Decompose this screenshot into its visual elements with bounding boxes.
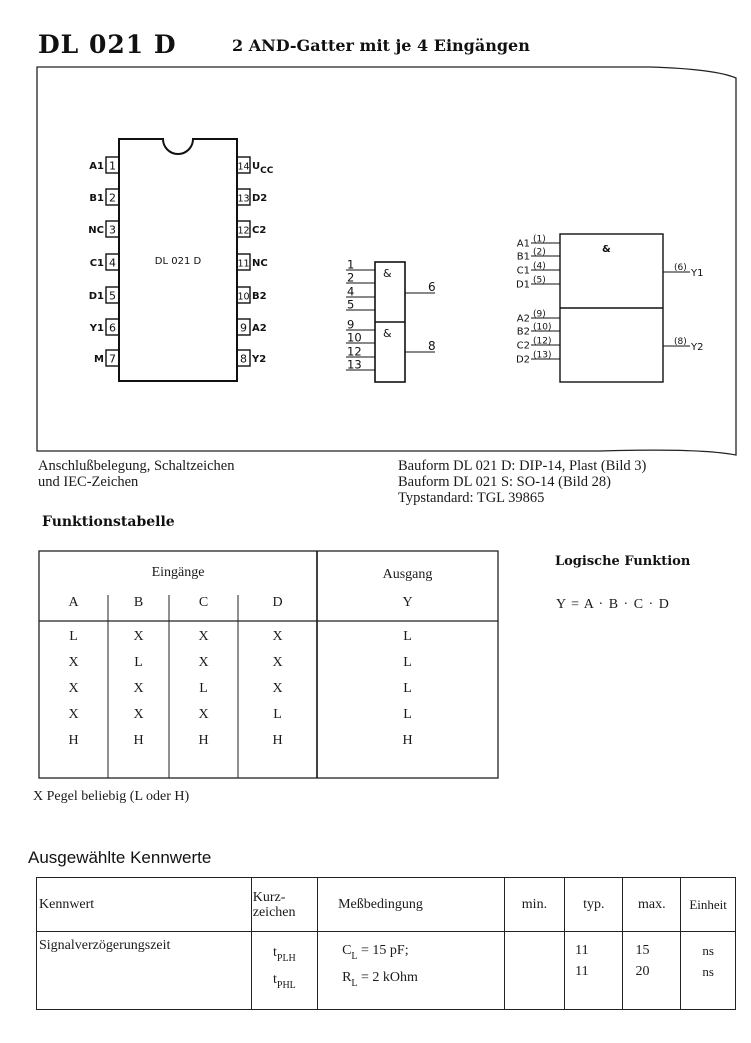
hdr-einheit: Einheit <box>681 878 736 932</box>
svg-text:10: 10 <box>237 291 250 303</box>
table-cell: X <box>272 655 283 670</box>
svg-text:(4): (4) <box>533 261 546 272</box>
condition-rl: $R_L = 2$ kOhm <box>342 970 418 989</box>
iec-y1-name: Y1 <box>691 268 704 279</box>
hdr-typ: typ. <box>565 878 623 932</box>
figure-diagrams <box>0 0 751 470</box>
dip-pin-7 <box>94 350 119 366</box>
table-cell: X <box>272 629 283 644</box>
iec-input <box>516 351 560 366</box>
max-value: 15 <box>635 943 650 958</box>
table-cell: H <box>198 733 209 748</box>
cell-unit <box>681 932 736 1010</box>
table-cell: X <box>272 681 283 696</box>
table-cell: L <box>403 629 412 644</box>
svg-text:14: 14 <box>237 161 250 173</box>
column-header-d: D <box>272 595 283 610</box>
caption-left-line: und IEC-Zeichen <box>38 474 139 490</box>
dip-pin-3 <box>88 221 119 237</box>
dip-pin-14 <box>237 157 274 176</box>
svg-text:12: 12 <box>347 344 362 359</box>
svg-text:C2: C2 <box>516 340 530 352</box>
svg-text:1: 1 <box>109 159 116 173</box>
column-header-a: A <box>68 595 79 610</box>
part-description: 2 AND-Gatter mit je 4 Eingängen <box>232 36 530 55</box>
inputs-header: Eingänge <box>151 565 205 580</box>
schematic-input <box>346 318 375 332</box>
table-cell: X <box>133 629 144 644</box>
table-cell: H <box>68 733 79 748</box>
iec-input <box>517 323 560 338</box>
schematic-input <box>346 331 375 345</box>
function-table-note: X Pegel beliebig (L oder H) <box>33 789 190 804</box>
cell-min <box>504 932 564 1010</box>
caption-right-line: Bauform DL 021 D: DIP-14, Plast (Bild 3) <box>398 458 647 474</box>
schematic-input <box>346 258 375 272</box>
dip-pin-2 <box>89 189 119 205</box>
svg-text:(12): (12) <box>533 336 552 347</box>
params-table <box>36 877 736 1010</box>
typ-value: 11 <box>575 943 589 958</box>
table-cell: L <box>403 655 412 670</box>
table-cell: X <box>68 655 79 670</box>
svg-text:10: 10 <box>347 330 362 345</box>
unit-value: ns <box>702 943 714 958</box>
table-cell: H <box>133 733 144 748</box>
iec-symbol <box>560 234 703 382</box>
svg-text:A1: A1 <box>516 238 530 250</box>
typ-value: 11 <box>575 964 589 979</box>
schematic-input <box>346 285 375 299</box>
dip-pin-10 <box>237 287 267 303</box>
svg-text:(10): (10) <box>533 322 552 333</box>
table-cell: X <box>198 655 209 670</box>
svg-text:12: 12 <box>237 225 250 237</box>
svg-text:NC: NC <box>88 225 104 236</box>
caption-right-line: Bauform DL 021 S: SO-14 (Bild 28) <box>398 474 611 490</box>
table-cell: X <box>68 707 79 722</box>
column-header-b: B <box>133 595 144 610</box>
svg-text:7: 7 <box>109 352 116 366</box>
unit-value: ns <box>702 964 714 979</box>
svg-text:D1: D1 <box>515 279 530 291</box>
hdr-kurz-line1: Kurz- <box>252 889 286 905</box>
table-cell: X <box>133 707 144 722</box>
dip-pin-1 <box>89 157 119 173</box>
svg-text:A1: A1 <box>89 161 104 172</box>
dip-pins-left <box>88 157 119 366</box>
svg-text:1: 1 <box>347 257 355 272</box>
part-number: DL 021 D <box>38 30 177 59</box>
svg-text:5: 5 <box>109 289 116 303</box>
schematic-input <box>346 358 375 372</box>
hdr-kurz-line2: zeichen <box>252 904 296 920</box>
dip-pin-8 <box>237 350 266 366</box>
svg-text:9: 9 <box>347 317 355 332</box>
svg-text:2: 2 <box>109 191 116 205</box>
gate1-output-pin: 6 <box>428 280 436 294</box>
table-cell: L <box>403 681 412 696</box>
figure-frame <box>37 67 736 455</box>
hdr-max: max. <box>623 878 681 932</box>
dip-pin-6 <box>89 319 119 335</box>
svg-text:(2): (2) <box>533 247 546 258</box>
svg-text:(9): (9) <box>533 309 546 320</box>
svg-text:UCC: UCC <box>252 161 274 176</box>
schematic-input <box>346 298 375 312</box>
iec-y2-pin: (8) <box>674 337 687 347</box>
table-cell: L <box>403 707 412 722</box>
dip-package <box>119 139 237 381</box>
table-cell: H <box>402 733 413 748</box>
dip-pin-13 <box>237 189 267 205</box>
svg-text:D2: D2 <box>252 193 268 204</box>
caption-right <box>398 458 646 506</box>
schematic-input <box>346 345 375 359</box>
hdr-min: min. <box>504 878 564 932</box>
table-cell: X <box>198 629 209 644</box>
svg-text:Y1: Y1 <box>89 323 104 334</box>
svg-text:3: 3 <box>109 223 116 237</box>
logic-heading: Logische Funktion <box>555 554 691 569</box>
iec-gate-symbol: & <box>602 244 611 255</box>
schematic-symbol <box>375 262 436 382</box>
caption-left-line: Anschlußbelegung, Schaltzeichen <box>38 458 235 474</box>
column-header-y: Y <box>402 595 413 610</box>
svg-text:4: 4 <box>347 284 355 299</box>
max-value: 20 <box>635 964 650 979</box>
svg-text:M: M <box>94 354 104 365</box>
logic-equation: Y = A · B · C · D <box>556 597 670 612</box>
condition-cl: $C_L = 15$ pF; <box>342 943 409 962</box>
svg-text:C2: C2 <box>252 225 267 236</box>
table-cell: H <box>272 733 283 748</box>
gate1-symbol: & <box>383 267 392 280</box>
dip-pin-11 <box>237 254 268 270</box>
svg-text:13: 13 <box>347 357 362 372</box>
dip-pin-5 <box>89 287 119 303</box>
svg-text:(5): (5) <box>533 275 546 286</box>
iec-input <box>516 276 560 291</box>
gate2-output-pin: 8 <box>428 339 436 353</box>
svg-text:B1: B1 <box>89 193 104 204</box>
dip-pin-9 <box>237 319 267 335</box>
column-header-c: C <box>198 595 209 610</box>
table-cell: L <box>199 681 208 696</box>
svg-text:D1: D1 <box>88 291 104 302</box>
output-header: Ausgang <box>382 567 433 582</box>
hdr-kennwert: Kennwert <box>37 878 252 932</box>
svg-text:(13): (13) <box>533 350 552 361</box>
function-table-heading: Funktionstabelle <box>42 514 175 530</box>
cell-kennwert: Signalverzögerungszeit <box>37 932 252 1010</box>
svg-text:4: 4 <box>109 256 116 270</box>
cell-conditions <box>318 932 505 1010</box>
cell-typ <box>565 932 623 1010</box>
iec-input <box>517 337 560 352</box>
schematic-inputs <box>346 258 375 372</box>
symbol-tplh: $t_{PLH}$ <box>273 945 296 964</box>
hdr-messbedingung: Meßbedingung <box>318 878 505 932</box>
svg-text:B2: B2 <box>516 326 530 338</box>
iec-input <box>517 262 560 277</box>
table-cell: L <box>134 655 143 670</box>
svg-text:B2: B2 <box>252 291 267 302</box>
svg-text:B1: B1 <box>516 251 530 263</box>
params-heading: Ausgewählte Kennwerte <box>28 848 212 867</box>
svg-text:6: 6 <box>109 321 116 335</box>
svg-text:A2: A2 <box>252 323 267 334</box>
iec-input <box>517 248 560 263</box>
svg-text:(1): (1) <box>533 234 546 245</box>
hdr-kurzzeichen <box>251 878 317 932</box>
symbol-tphl: $t_{PHL}$ <box>273 972 296 991</box>
table-cell: L <box>273 707 282 722</box>
ic-label: DL 021 D <box>154 256 202 267</box>
params-row <box>37 932 736 1010</box>
dip-pin-4 <box>90 254 119 270</box>
schematic-input <box>346 271 375 285</box>
svg-text:A2: A2 <box>516 313 530 325</box>
caption-left <box>38 458 235 490</box>
svg-text:8: 8 <box>240 352 247 366</box>
svg-text:2: 2 <box>347 270 355 285</box>
table-cell: X <box>68 681 79 696</box>
cell-symbols <box>251 932 317 1010</box>
cell-max <box>623 932 681 1010</box>
iec-inputs <box>516 235 560 366</box>
table-cell: X <box>133 681 144 696</box>
svg-text:9: 9 <box>240 321 247 335</box>
caption-right-line: Typstandard: TGL 39865 <box>398 490 545 506</box>
table-cell: L <box>69 629 78 644</box>
svg-text:C1: C1 <box>516 265 530 277</box>
dip-pin-12 <box>237 221 266 237</box>
gate2-symbol: & <box>383 327 392 340</box>
svg-text:5: 5 <box>347 297 355 312</box>
svg-text:C1: C1 <box>89 258 104 269</box>
iec-y1-pin: (6) <box>674 263 687 273</box>
svg-text:11: 11 <box>237 258 250 270</box>
svg-text:13: 13 <box>237 193 250 205</box>
svg-text:D2: D2 <box>515 354 530 366</box>
dip-pins-right <box>237 157 274 366</box>
iec-y2-name: Y2 <box>691 342 704 353</box>
table-cell: X <box>198 707 209 722</box>
svg-text:Y2: Y2 <box>252 354 267 365</box>
svg-text:NC: NC <box>252 258 268 269</box>
params-header-row <box>37 878 736 932</box>
